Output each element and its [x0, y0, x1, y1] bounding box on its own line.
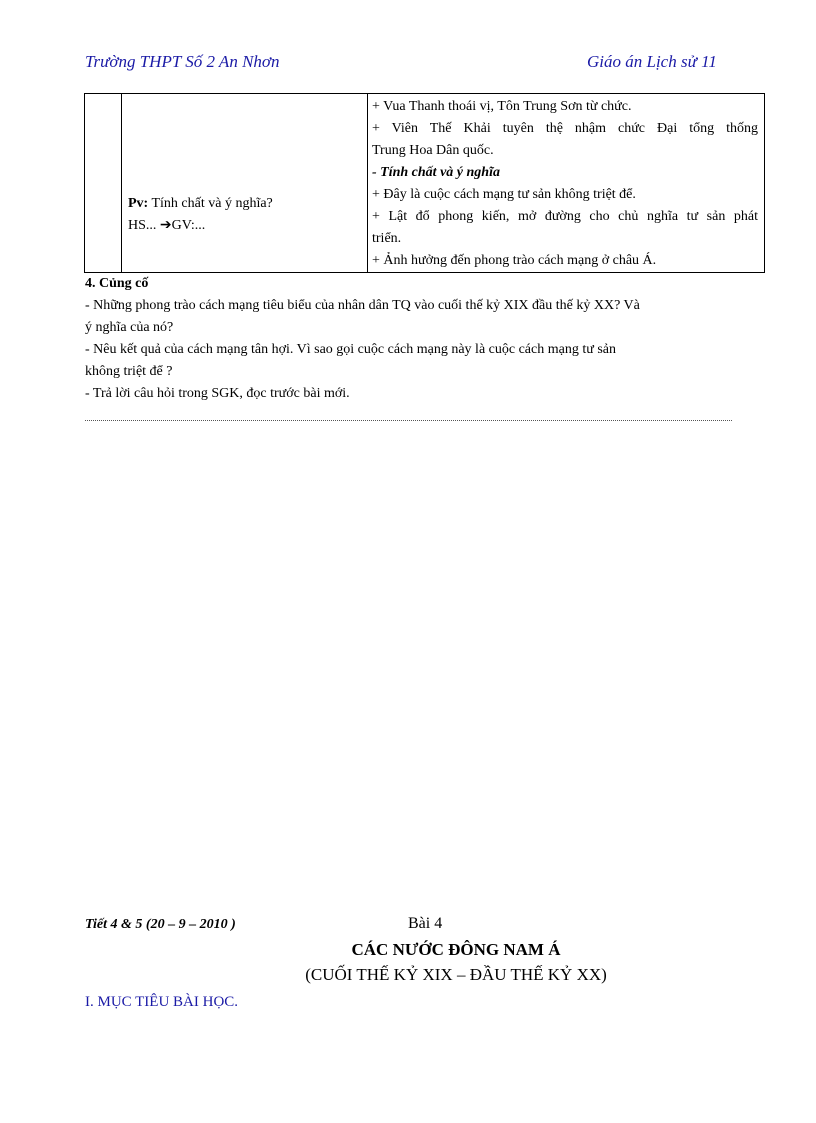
- content-line: + Viên Thế Khải tuyên thệ nhậm chức Đại tổng thống: [372, 121, 758, 136]
- lesson-number: Bài 4: [408, 915, 443, 932]
- cung-co-line: - Nêu kết quả của cách mạng tân hợi. Vì sao gọi cuộc cách mạng này là cuộc cách mạng tư sản: [85, 342, 616, 357]
- content-line: + Vua Thanh thoái vị, Tôn Trung Sơn từ chức.: [372, 99, 632, 114]
- lesson-table: [84, 93, 765, 273]
- table-row: [85, 94, 765, 273]
- content-line: Trung Hoa Dân quốc.: [372, 143, 494, 158]
- answer-suffix: GV:...: [171, 218, 206, 233]
- table-cell-empty: [85, 94, 122, 273]
- question-label: Pv:: [128, 196, 149, 211]
- section-heading: 4. Củng cố: [85, 276, 149, 291]
- content-line: + Ảnh hưởng đến phong trào cách mạng ở châu Á.: [372, 253, 657, 268]
- answer-prefix: HS...: [128, 218, 160, 233]
- lesson-subtitle: (CUỐI THẾ KỶ XIX – ĐẦU THẾ KỶ XX): [305, 965, 607, 984]
- cung-co-section: [85, 273, 765, 405]
- content-line: triển.: [372, 231, 402, 246]
- dotted-divider: [85, 420, 732, 421]
- cung-co-line: - Những phong trào cách mạng tiêu biểu của nhân dân TQ vào cuối thế kỷ XIX đầu thế kỷ XX? Và: [85, 298, 640, 313]
- cung-co-line: không triệt để ?: [85, 364, 173, 379]
- question-line: [128, 193, 367, 215]
- content-cell: [368, 94, 765, 273]
- content-line: + Đây là cuộc cách mạng tư sản không triệt để.: [372, 187, 636, 202]
- arrow-icon: ➔: [159, 218, 172, 233]
- question-text: Tính chất và ý nghĩa?: [148, 196, 273, 211]
- lesson-title: CÁC NƯỚC ĐÔNG NAM Á: [351, 940, 561, 959]
- cung-co-line: - Trả lời câu hỏi trong SGK, đọc trước bài mới.: [85, 386, 350, 401]
- cung-co-line: ý nghĩa của nó?: [85, 320, 174, 335]
- content-subheading: - Tính chất và ý nghĩa: [372, 165, 500, 180]
- content-line: + Lật đổ phong kiến, mở đường cho chủ nghĩa tư sản phát: [372, 209, 758, 224]
- school-name: Trường THPT Số 2 An Nhơn: [85, 52, 280, 71]
- teacher-activity-cell: [122, 94, 368, 273]
- objectives-heading: I. MỤC TIÊU BÀI HỌC.: [85, 994, 239, 1010]
- lesson-period: Tiết 4 & 5 (20 – 9 – 2010 ): [85, 917, 236, 932]
- answer-line: [128, 215, 367, 237]
- subject-title: Giáo án Lịch sử 11: [587, 52, 717, 71]
